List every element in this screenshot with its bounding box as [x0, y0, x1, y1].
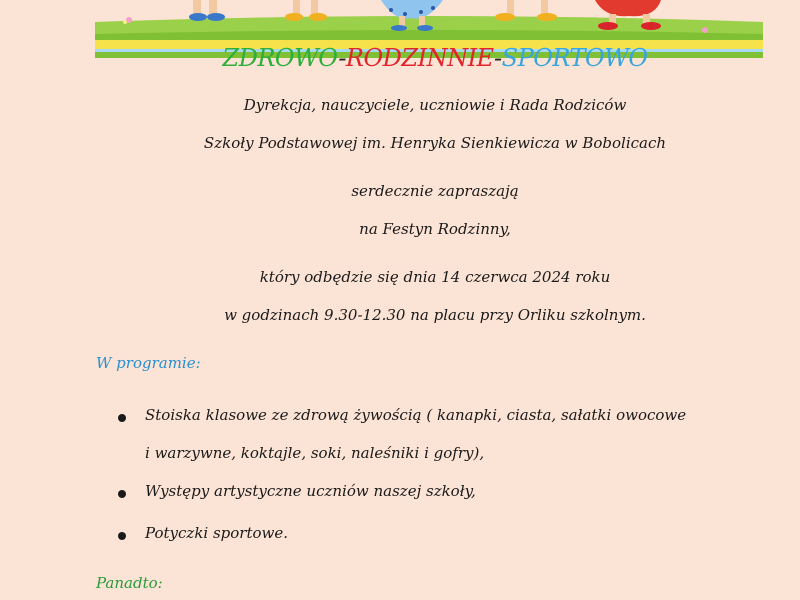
program-item-stands: Stoiska klasowe ze zdrową żywością ( kanapki, ciasta, sałatki owocowe [145, 406, 687, 424]
bullet-icon [118, 490, 126, 498]
title-separator: - [494, 44, 502, 72]
program-item-sports: Potyczki sportowe. [145, 524, 289, 542]
intro-line-time-place: w godzinach 9.30-12.30 na placu przy Orliku szkolnym. [224, 306, 646, 324]
intro-line-school: Szkoły Podstawowej im. Henryka Sienkiewicza w Bobolicach [203, 134, 667, 152]
program-item-stands-continued: i warzywne, koktajle, soki, naleśniki i gofry), [145, 444, 485, 462]
intro-line-festival: na Festyn Rodzinny, [359, 220, 511, 238]
intro-line-invite: serdecznie zapraszają [351, 182, 519, 200]
bullet-icon [118, 532, 126, 540]
intro-line-date: który odbędzie się dnia 14 czerwca 2024 roku [259, 268, 611, 286]
bullet-icon [118, 414, 126, 422]
title-part-zdrowo: ZDROWO [222, 44, 339, 72]
title-separator: - [338, 44, 346, 72]
program-heading: W programie: [96, 354, 201, 372]
additionally-heading: Panadto: [96, 574, 163, 592]
title-part-sportowo: SPORTOWO [501, 44, 648, 72]
title-part-rodzinnie: RODZINNIE [345, 44, 495, 72]
program-item-performances: Występy artystyczne uczniów naszej szkoły, [145, 482, 476, 500]
event-title [0, 44, 800, 72]
intro-line-organizers: Dyrekcja, nauczyciele, uczniowie i Rada Rodziców [243, 96, 627, 114]
